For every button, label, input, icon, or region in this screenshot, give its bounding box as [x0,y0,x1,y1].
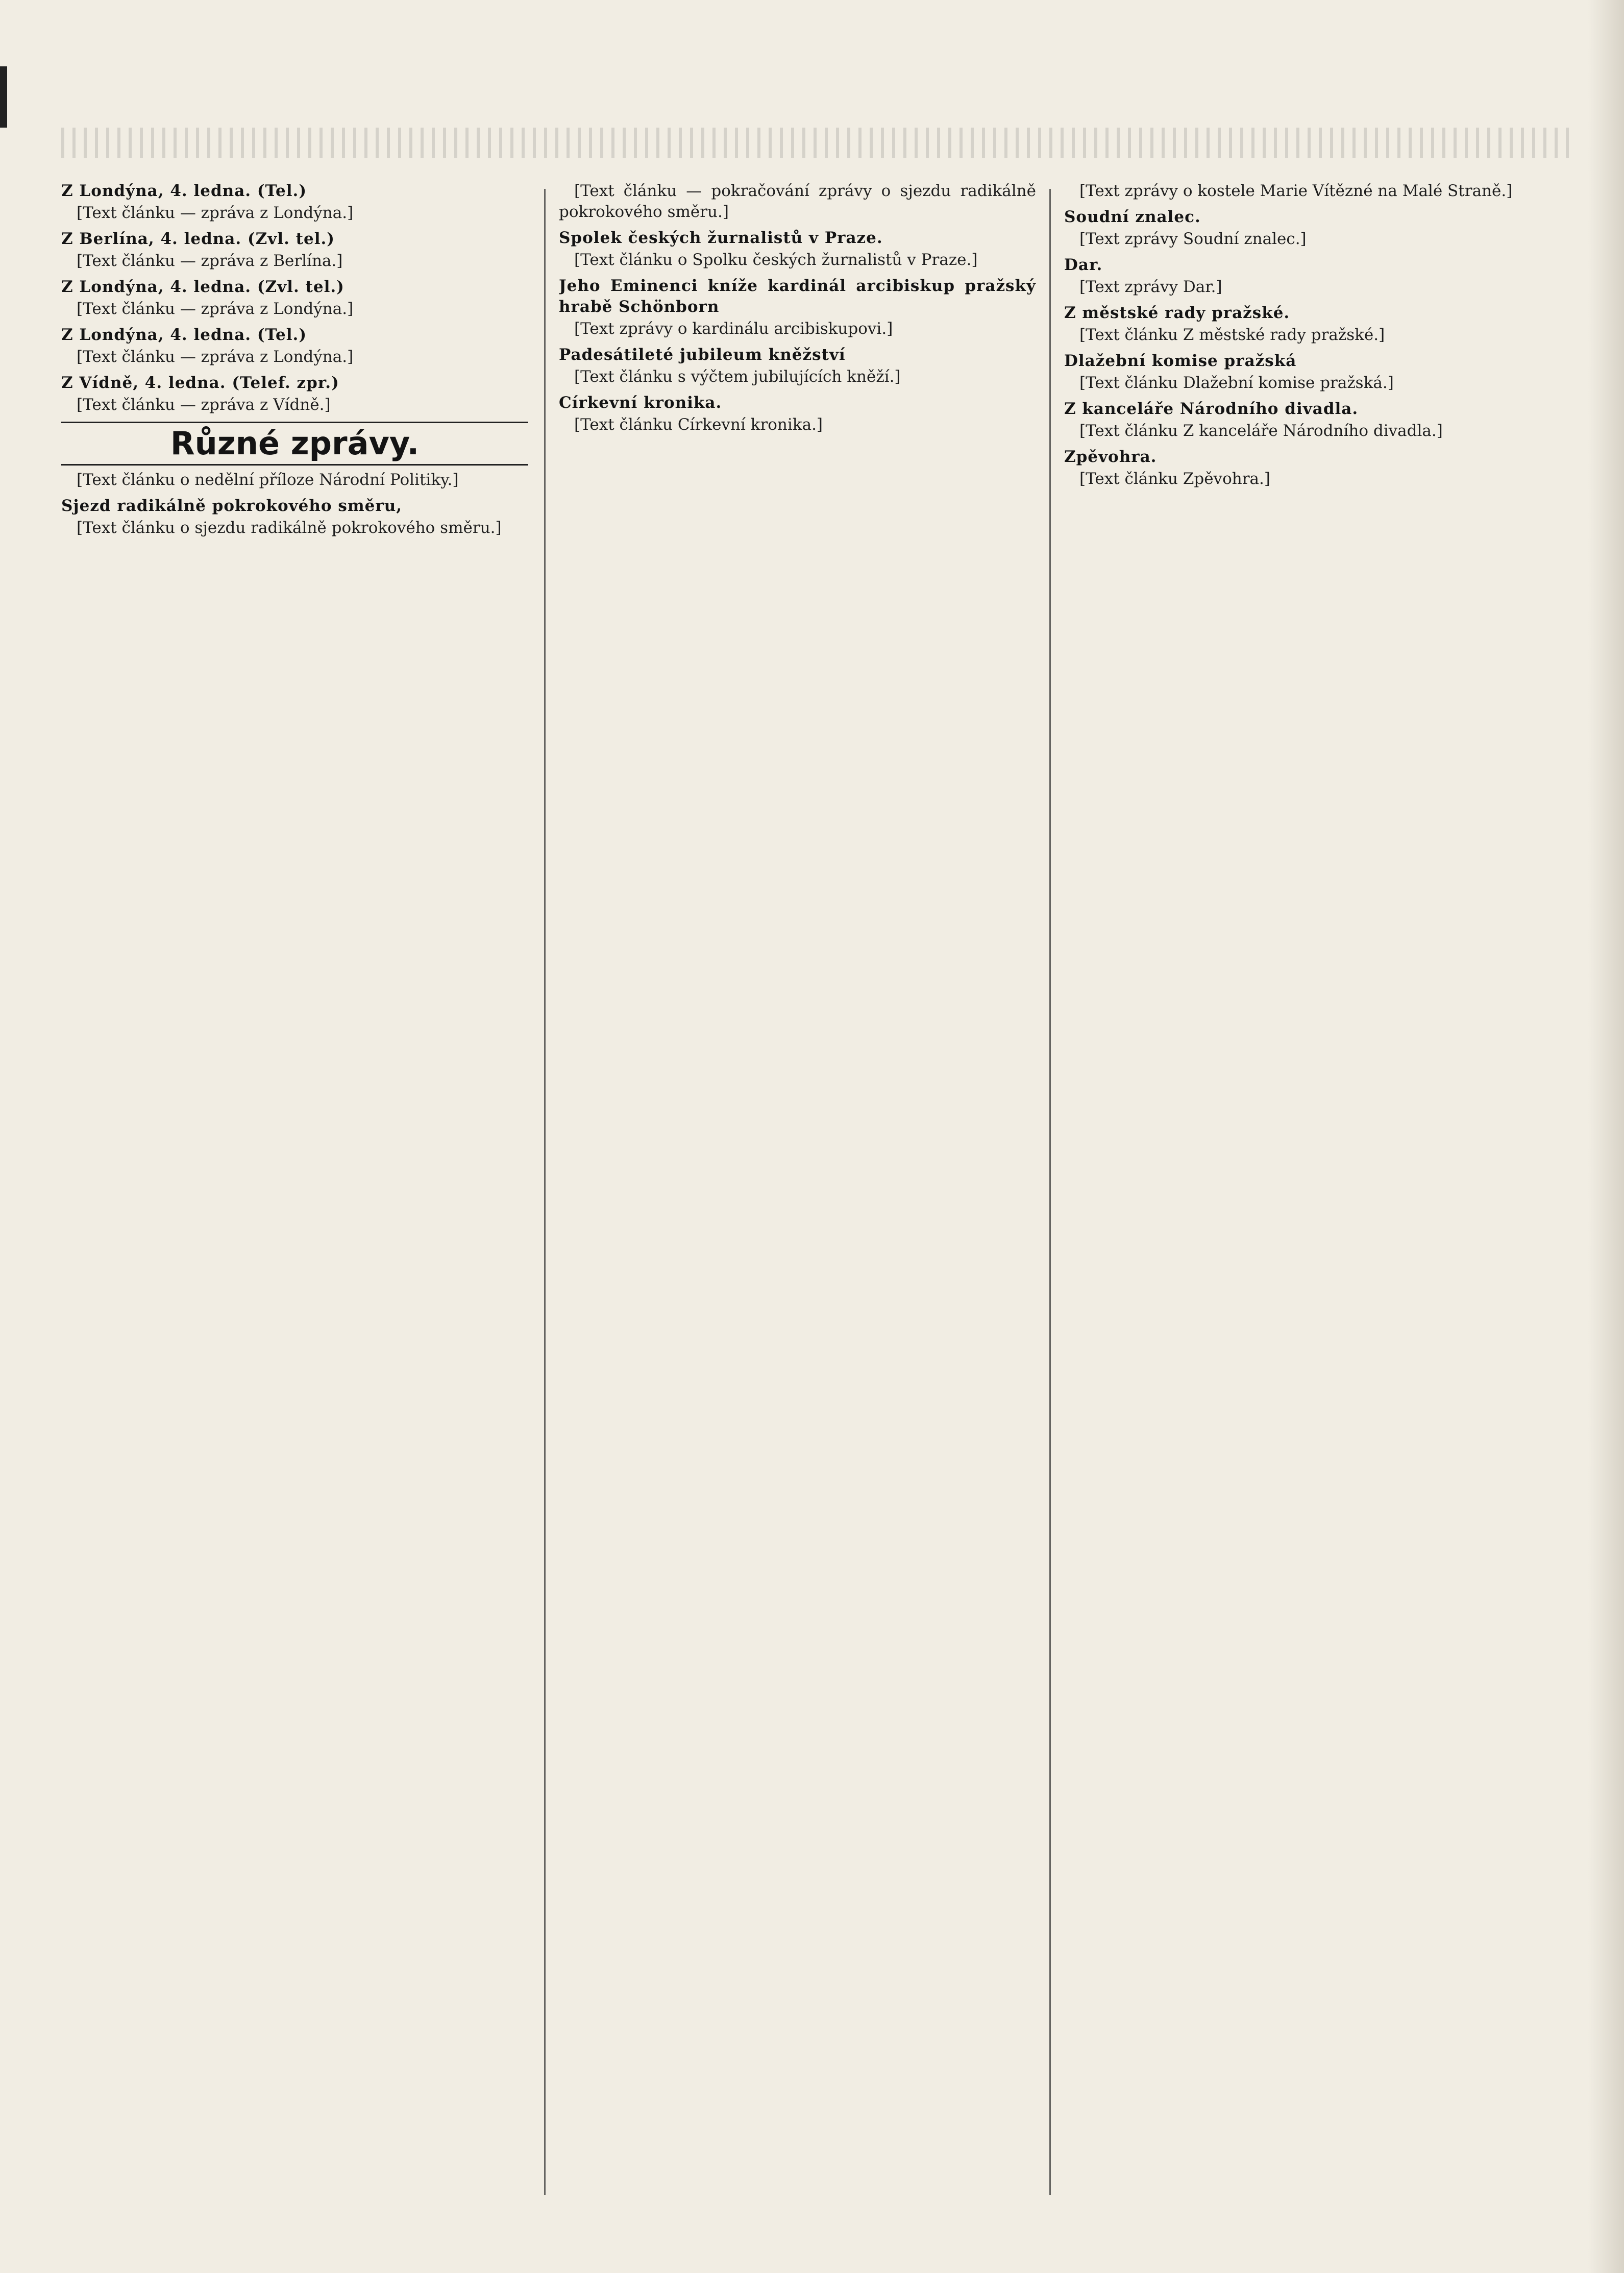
article [559,393,1036,435]
column-rule [1049,189,1051,2195]
page-edge-shadow [1588,0,1624,2273]
column-rule [544,189,546,2195]
article [61,470,528,491]
column-1 [61,179,528,2200]
article-body: [Text článku o sjezdu radikálně pokrokového směru.] [77,519,502,537]
article [1064,255,1572,298]
article-body: [Text článku — zpráva z Londýna.] [77,348,354,366]
article-headline: Z Londýna, 4. ledna. (Zvl. tel.) [61,278,345,296]
article-headline: Z kanceláře Národního divadla. [1064,400,1359,418]
article-headline: Soudní znalec. [1064,208,1201,226]
article-body: [Text článku — zpráva z Berlína.] [77,252,343,270]
article-body: [Text zprávy o kardinálu arcibiskupovi.] [574,320,893,338]
article [559,345,1036,387]
article [61,277,528,320]
article-headline: Z Vídně, 4. ledna. (Telef. zpr.) [61,374,339,392]
section-heading: Různé zprávy. [61,422,528,466]
article-headline: Z Londýna, 4. ledna. (Tel.) [61,182,307,200]
article-headline: Zpěvohra. [1064,448,1157,466]
article-body: [Text zprávy o kostele Marie Vítězné na Malé Straně.] [1079,182,1513,200]
article [61,496,528,539]
article-body: [Text článku — zpráva z Londýna.] [77,204,354,222]
article-body: [Text článku — pokračování zprávy o sjezdu radikálně pokrokového směru.] [559,182,1036,221]
article-body: [Text zprávy Soudní znalec.] [1079,230,1307,248]
show-through-text [61,128,1572,158]
article [61,373,528,416]
article [559,228,1036,271]
article [61,325,528,368]
article-body: [Text článku Církevní kronika.] [574,416,823,434]
article-headline: Církevní kronika. [559,394,722,412]
article [1064,351,1572,394]
article-headline: Dar. [1064,256,1103,274]
article-body: [Text článku — zpráva z Londýna.] [77,300,354,318]
article-headline: Padesátileté jubileum kněžství [559,346,846,364]
article [1064,303,1572,346]
article-body: [Text článku o nedělní příloze Národní Politiky.] [77,471,459,489]
article-body: [Text článku Dlažební komise pražská.] [1079,374,1394,392]
article-body: [Text článku Z kanceláře Národního divadla.] [1079,422,1443,440]
article [1064,207,1572,250]
text-columns [61,168,1572,2210]
article-headline: Jeho Eminenci kníže kardinál arcibiskup pražský hrabě Schönborn [559,277,1036,316]
article [61,229,528,272]
article-body: [Text článku Z městské rady pražské.] [1079,326,1385,344]
article-headline: Sjezd radikálně pokrokového směru, [61,497,403,515]
article-body: [Text zprávy Dar.] [1079,278,1222,296]
article-body: [Text článku o Spolku českých žurnalistů v Praze.] [574,251,978,269]
article [559,276,1036,339]
article [1064,399,1572,442]
article-headline: Z Berlína, 4. ledna. (Zvl. tel.) [61,230,335,248]
article [1064,181,1572,202]
article [559,181,1036,223]
article [1064,447,1572,490]
column-3 [1064,179,1572,2200]
article [61,181,528,224]
column-2 [559,179,1036,2200]
article-headline: Spolek českých žurnalistů v Praze. [559,229,883,247]
scan-edge-mark [0,66,7,128]
article-headline: Z Londýna, 4. ledna. (Tel.) [61,326,307,344]
article-body: [Text článku — zpráva z Vídně.] [77,396,331,414]
article-headline: Z městské rady pražské. [1064,304,1290,322]
article-body: [Text článku Zpěvohra.] [1079,470,1270,488]
article-headline: Dlažební komise pražská [1064,352,1297,370]
article-body: [Text článku s výčtem jubilujících kněží.] [574,368,901,386]
